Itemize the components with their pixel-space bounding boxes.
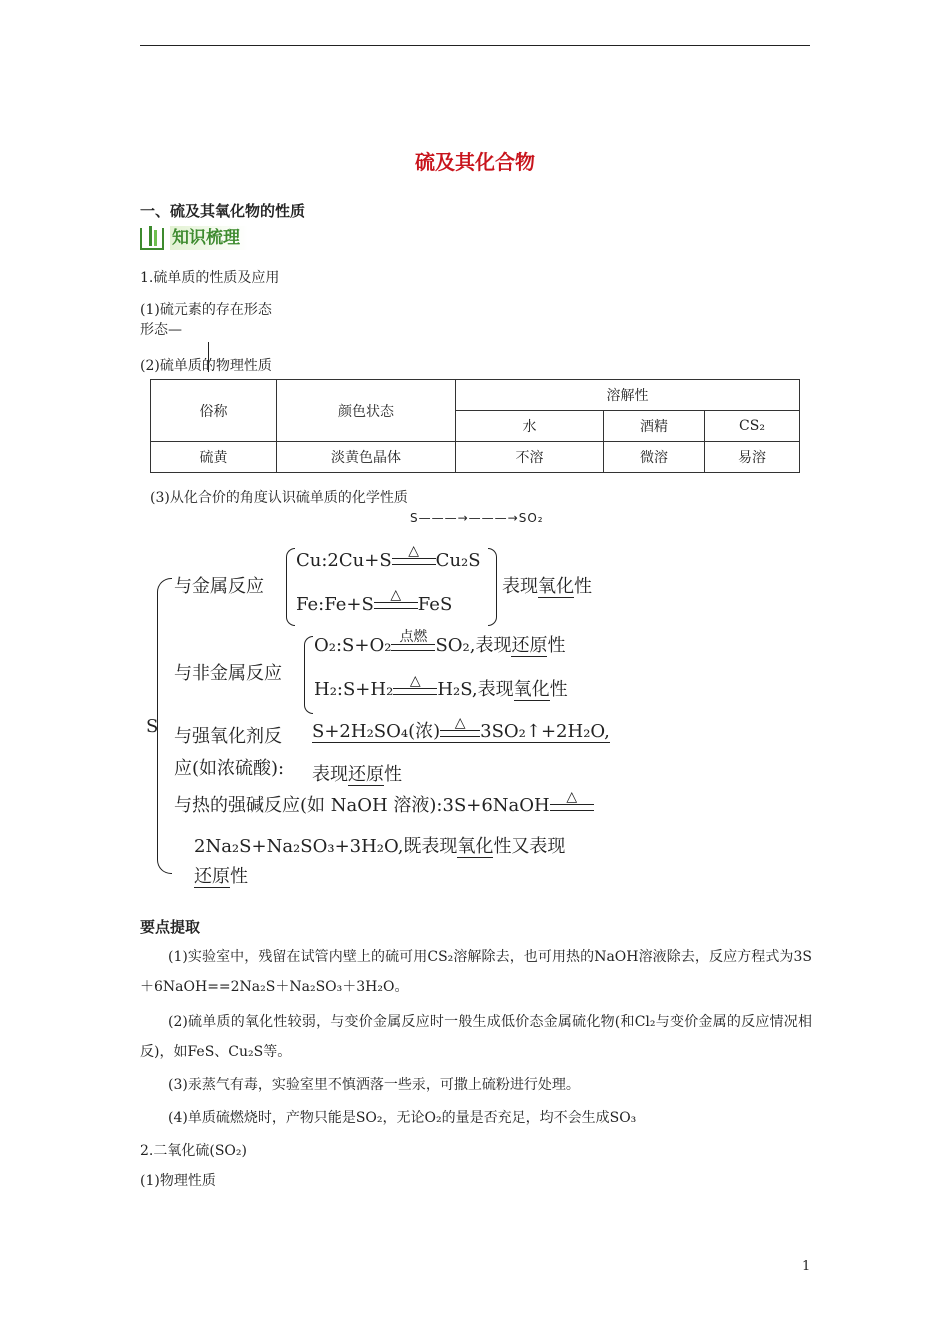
keypoint-2: (2)硫单质的氧化性较弱，与变价金属反应时一般生成低价态金属硫化物(和Cl₂与变价金属的反应情况相反)，如FeS、Cu₂S等。 xyxy=(140,1014,812,1060)
table-header-alcohol: 酒精 xyxy=(604,411,705,442)
item-1-1b: 形态— xyxy=(140,322,182,338)
metal-brace-left xyxy=(286,548,295,626)
so4-result-ul: 还原 xyxy=(348,764,384,785)
o2-reactants: O₂:S+O₂ xyxy=(314,635,392,656)
base-l3-post: 性 xyxy=(230,866,248,887)
so4-products: 3SO₂↑+2H₂O, xyxy=(480,721,610,742)
fe-product: FeS xyxy=(417,594,453,615)
metal-brace-right xyxy=(488,548,497,626)
fe-reaction xyxy=(296,588,452,615)
valence-arrow: S———→———→SO₂ xyxy=(410,511,544,525)
heat-arrow xyxy=(440,716,480,743)
table-header-name: 俗称 xyxy=(151,380,277,442)
h2-reaction xyxy=(314,674,568,701)
table-cell-water: 不溶 xyxy=(456,442,604,473)
table-cell-cs2: 易溶 xyxy=(705,442,800,473)
o2-result-tail: 性 xyxy=(547,635,566,656)
heat-symbol: △ xyxy=(390,587,402,603)
cu-reaction xyxy=(296,544,481,571)
keypoint-1: (1)实验室中，残留在试管内壁上的硫可用CS₂溶解除去，也可用热的NaOH溶液除去，反应方程式为3S＋6NaOH==2Na₂S＋Na₂SO₃＋3H₂O。 xyxy=(140,949,812,995)
so4-reaction-ul xyxy=(312,715,610,743)
table-cell-color: 淡黄色晶体 xyxy=(277,442,456,473)
base-reaction-line2 xyxy=(194,832,565,858)
so4-result xyxy=(312,760,402,786)
keypoint-4: (4)单质硫燃烧时，产物只能是SO₂，无论O₂的量是否充足，均不会生成SO₃ xyxy=(168,1110,637,1126)
page-title: 硫及其化合物 xyxy=(415,150,535,174)
table-cell-alcohol: 微溶 xyxy=(604,442,705,473)
item-1-1: (1)硫元素的存在形态 xyxy=(140,302,272,318)
heat-arrow xyxy=(392,544,436,571)
h2-result-ul: 氧化 xyxy=(513,679,550,700)
so4-result-post: 性 xyxy=(384,764,402,785)
page-number: 1 xyxy=(802,1259,811,1274)
metal-label: 与金属反应 xyxy=(174,576,264,597)
h2-result-tail: 性 xyxy=(549,679,568,700)
keypoint-3: (3)汞蒸气有毒，实验室里不慎洒落一些汞，可撒上硫粉进行处理。 xyxy=(168,1077,580,1093)
diagram-brace xyxy=(157,578,172,874)
base-result-post: 性又表现 xyxy=(493,836,566,857)
heat-arrow xyxy=(550,790,594,817)
base-products: 2Na₂S+Na₂SO₃+3H₂O,既表现 xyxy=(194,836,458,857)
heat-arrow xyxy=(393,674,437,701)
table-header-solubility: 溶解性 xyxy=(456,380,800,411)
table-header-color: 颜色状态 xyxy=(277,380,456,442)
diagram-s: S xyxy=(146,716,159,737)
item-1: 1.硫单质的性质及应用 xyxy=(140,270,280,286)
o2-result-ul: 还原 xyxy=(511,635,548,656)
o2-reaction xyxy=(314,630,565,657)
metal-result-ul: 氧化 xyxy=(538,576,574,597)
header-rule xyxy=(140,45,810,46)
o2-product: SO₂,表现 xyxy=(435,635,512,656)
so4-reactants: S+2H₂SO₄(浓) xyxy=(312,721,441,742)
fe-reactants: Fe:Fe+S xyxy=(296,594,374,615)
knowledge-badge xyxy=(140,226,255,250)
base-result-ul: 氧化 xyxy=(457,836,494,857)
physical-properties-table xyxy=(150,379,800,473)
base-reactants: 与热的强碱反应(如 NaOH 溶液):3S+6NaOH xyxy=(174,795,550,816)
h2-product: H₂S,表现 xyxy=(437,679,514,700)
metal-result-pre: 表现 xyxy=(502,576,538,597)
item-2: 2.二氧化硫(SO₂) xyxy=(140,1143,247,1159)
ignite-label: 点燃 xyxy=(399,629,428,645)
strong-oxidizer-label-2: 应(如浓硫酸): xyxy=(174,758,285,779)
heat-symbol: △ xyxy=(408,543,420,559)
table-cell-name: 硫黄 xyxy=(151,442,277,473)
so4-reaction xyxy=(312,716,610,743)
item-1-3: (3)从化合价的角度认识硫单质的化学性质 xyxy=(150,490,408,506)
item-1-2: (2)硫单质的物理性质 xyxy=(140,358,272,374)
heat-symbol: △ xyxy=(409,673,421,689)
cu-reactants: Cu:2Cu+S xyxy=(296,550,392,571)
strong-oxidizer-label-1: 与强氧化剂反 xyxy=(174,726,282,747)
item-2-1: (1)物理性质 xyxy=(140,1173,216,1189)
badge-label: 知识梳理 xyxy=(170,226,248,250)
metal-result-post: 性 xyxy=(574,576,592,597)
ignite-arrow xyxy=(391,630,435,657)
keypoints-heading: 要点提取 xyxy=(140,918,201,936)
base-reaction-line1 xyxy=(174,790,594,817)
table-header-water: 水 xyxy=(456,411,604,442)
so4-result-pre: 表现 xyxy=(312,764,348,785)
section-heading: 一、硫及其氧化物的性质 xyxy=(140,202,306,220)
badge-icon xyxy=(140,228,164,250)
h2-reactants: H₂:S+H₂ xyxy=(314,679,394,700)
table-header-cs2: CS₂ xyxy=(705,411,800,442)
base-reaction-line3 xyxy=(194,862,248,888)
heat-symbol: △ xyxy=(454,715,466,731)
heat-arrow xyxy=(374,588,418,615)
cu-product: Cu₂S xyxy=(435,550,481,571)
nonmetal-label: 与非金属反应 xyxy=(174,663,282,684)
metal-result xyxy=(502,572,592,598)
heat-symbol: △ xyxy=(566,789,578,805)
base-l3-ul: 还原 xyxy=(194,866,230,887)
nonmetal-brace xyxy=(304,636,313,714)
